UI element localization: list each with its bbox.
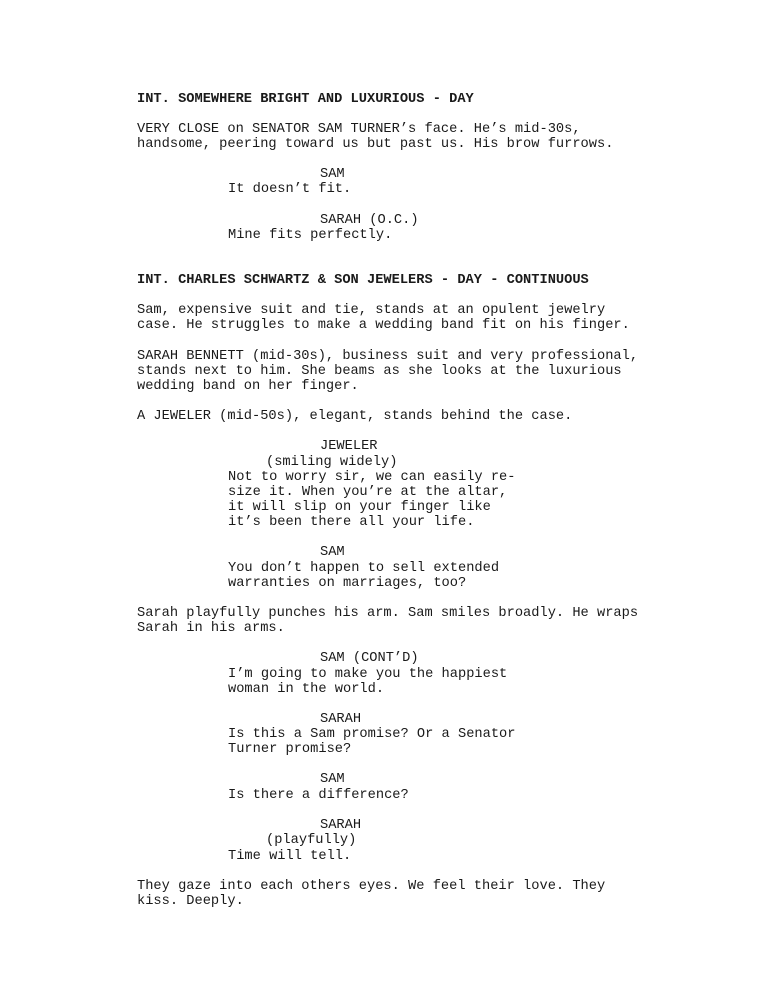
action-line: SARAH BENNETT (mid-30s), business suit and very professional, stands next to him. She beams as she looks at the luxurious wedding band on her finger. bbox=[137, 349, 639, 395]
action-line: They gaze into each others eyes. We feel their love. They kiss. Deeply. bbox=[137, 879, 606, 910]
dialogue: Mine fits perfectly. bbox=[228, 228, 393, 243]
action-line: Sarah playfully punches his arm. Sam smiles broadly. He wraps Sarah in his arms. bbox=[137, 606, 639, 637]
character-cue: SAM bbox=[320, 545, 345, 560]
character-cue: SAM bbox=[320, 772, 345, 787]
character-cue: SAM (CONT’D) bbox=[320, 651, 419, 666]
character-cue: JEWELER bbox=[320, 439, 378, 454]
dialogue: Is there a difference? bbox=[228, 788, 409, 803]
scene-heading: INT. SOMEWHERE BRIGHT AND LUXURIOUS - DAY bbox=[137, 92, 474, 107]
parenthetical: (smiling widely) bbox=[266, 455, 398, 470]
dialogue: Time will tell. bbox=[228, 849, 352, 864]
character-cue: SAM bbox=[320, 167, 345, 182]
dialogue: Is this a Sam promise? Or a Senator Turner promise? bbox=[228, 727, 516, 758]
dialogue: Not to worry sir, we can easily re- size it. When you’re at the altar, it will slip on your finger like it’s been there all your life. bbox=[228, 470, 516, 531]
dialogue: It doesn’t fit. bbox=[228, 182, 352, 197]
character-cue: SARAH bbox=[320, 712, 362, 727]
parenthetical: (playfully) bbox=[266, 833, 357, 848]
scene-heading: INT. CHARLES SCHWARTZ & SON JEWELERS - DAY - CONTINUOUS bbox=[137, 273, 589, 288]
dialogue: I’m going to make you the happiest woman in the world. bbox=[228, 667, 508, 698]
dialogue: You don’t happen to sell extended warranties on marriages, too? bbox=[228, 561, 500, 592]
action-line: Sam, expensive suit and tie, stands at an opulent jewelry case. He struggles to make a wedding band fit on his finger. bbox=[137, 303, 630, 334]
action-line: A JEWELER (mid-50s), elegant, stands behind the case. bbox=[137, 409, 573, 424]
action-line: VERY CLOSE on SENATOR SAM TURNER’s face. He’s mid-30s, handsome, peering toward us but past us. His brow furrows. bbox=[137, 122, 614, 153]
character-cue: SARAH bbox=[320, 818, 362, 833]
character-cue: SARAH (O.C.) bbox=[320, 213, 419, 228]
